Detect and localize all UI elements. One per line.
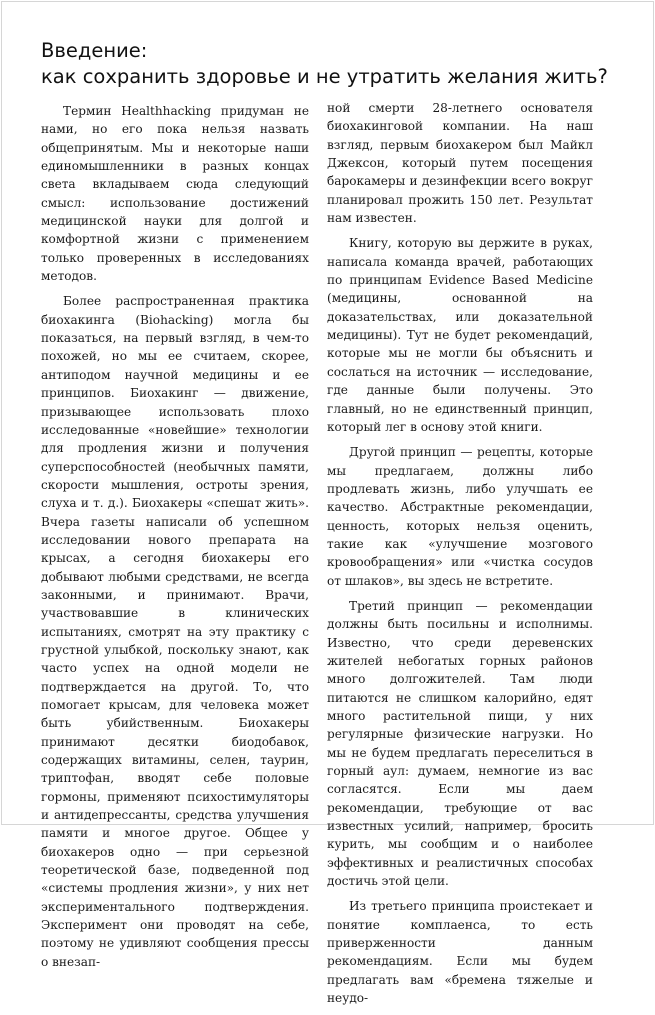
paragraph-continuation: ной смерти 28-летнего основателя биохакинговой компании. На наш взгляд, первым биохакером был Майкл Джексон, который путем посещения барокамеры и дезинфекции всего вокруг планировал прожить 150 лет. Результат нам известен. [327,101,593,226]
book-page [1,1,654,1006]
right-column [327,99,593,1015]
paragraph: Более распространенная практика биохакинга (Biohacking) могла бы показаться, на первый взгляд, в чем-то похожей, но мы ее считаем, скорее, антиподом научной медицины и ее принципов. Биохакинг — движение, призывающее использовать плохо исследованные «новейшие» технологии для продления жизни и получения суперспособностей (необычных памяти, скорости мышления, остроты зрения, слуха и т. д.). Биохакеры «спешат жить». Вчера газеты написали об успешном исследовании нового препарата на крысах, а сегодня биохакеры его добывают любыми средствами, не всегда законными, и принимают. Врачи, участвовавшие в клинических испытаниях, смотрят на эту практику с грустной улыбкой, поскольку знают, как часто успех на одной модели не подтверждается на другой. То, что помогает крысам, для человека может быть убийственным. Биохакеры принимают десятки биодобавок, содержащих витамины, селен, таурин, триптофан, вводят себе половые гормоны, применяют психостимуляторы и антидепрессанты, средства улучшения памяти и многое другое. Общее у биохакеров одно — при серьезной теоретической базе, подведенной под «системы продления жизни», у них нет экспериментального подтверждения. Эксперимент они проводят на себе, поэтому не удивляют сообщения прессы о внезап- [41,294,309,969]
paragraph: Другой принцип — рецепты, которые мы предлагаем, должны либо продлевать жизнь, либо улучшать ее качество. Абстрактные рекомендации, ценность, которых нельзя оценить, такие как «улучшение мозгового кровообращения» или «чистка сосудов от шлаков», вы здесь не встретите. [327,445,593,588]
chapter-heading [41,38,631,90]
heading-line-2: как сохранить здоровье и не утратить желания жить? [41,65,608,88]
paragraph: Термин Healthhacking придуман не нами, но его пока нельзя назвать общепринятым. Мы и некоторые наши единомышленники в разных концах света вкладываем сюда следующий смысл: использование достижений медицинской науки для долгой и комфортной жизни с применением только проверенных в исследованиях методов. [41,104,309,284]
left-column [41,102,309,978]
heading-line-1: Введение: [41,39,148,62]
paragraph: Третий принцип — рекомендации должны быть посильны и исполнимы. Известно, что среди деревенских жителей небогатых горных районов много долгожителей. Там люди питаются не слишком калорийно, едят много растительной пищи, у них регулярные физические нагрузки. Но мы не будем предлагать переселиться в горный аул: думаем, немногие из вас согласятся. Если мы даем рекомендации, требующие от вас известных усилий, например, бросить курить, мы сообщим и о наиболее эффективных и реалистичных способах достичь этой цели. [327,598,593,889]
paragraph: Книгу, которую вы держите в руках, написала команда врачей, работающих по принципам Evidence Based Medicine (медицины, основанной на доказательствах, или доказательной медицины). Тут не будет рекомендаций, которые мы не могли бы объяснить и сослаться на источник — исследование, где данные были получены. Это главный, но не единственный принцип, который лег в основу этой книги. [327,236,593,434]
paragraph: Из третьего принципа проистекает и понятие комплаенса, то есть приверженности данным рекомендациям. Если мы будем предлагать вам «бремена тяжелые и неудо- [327,899,593,1006]
